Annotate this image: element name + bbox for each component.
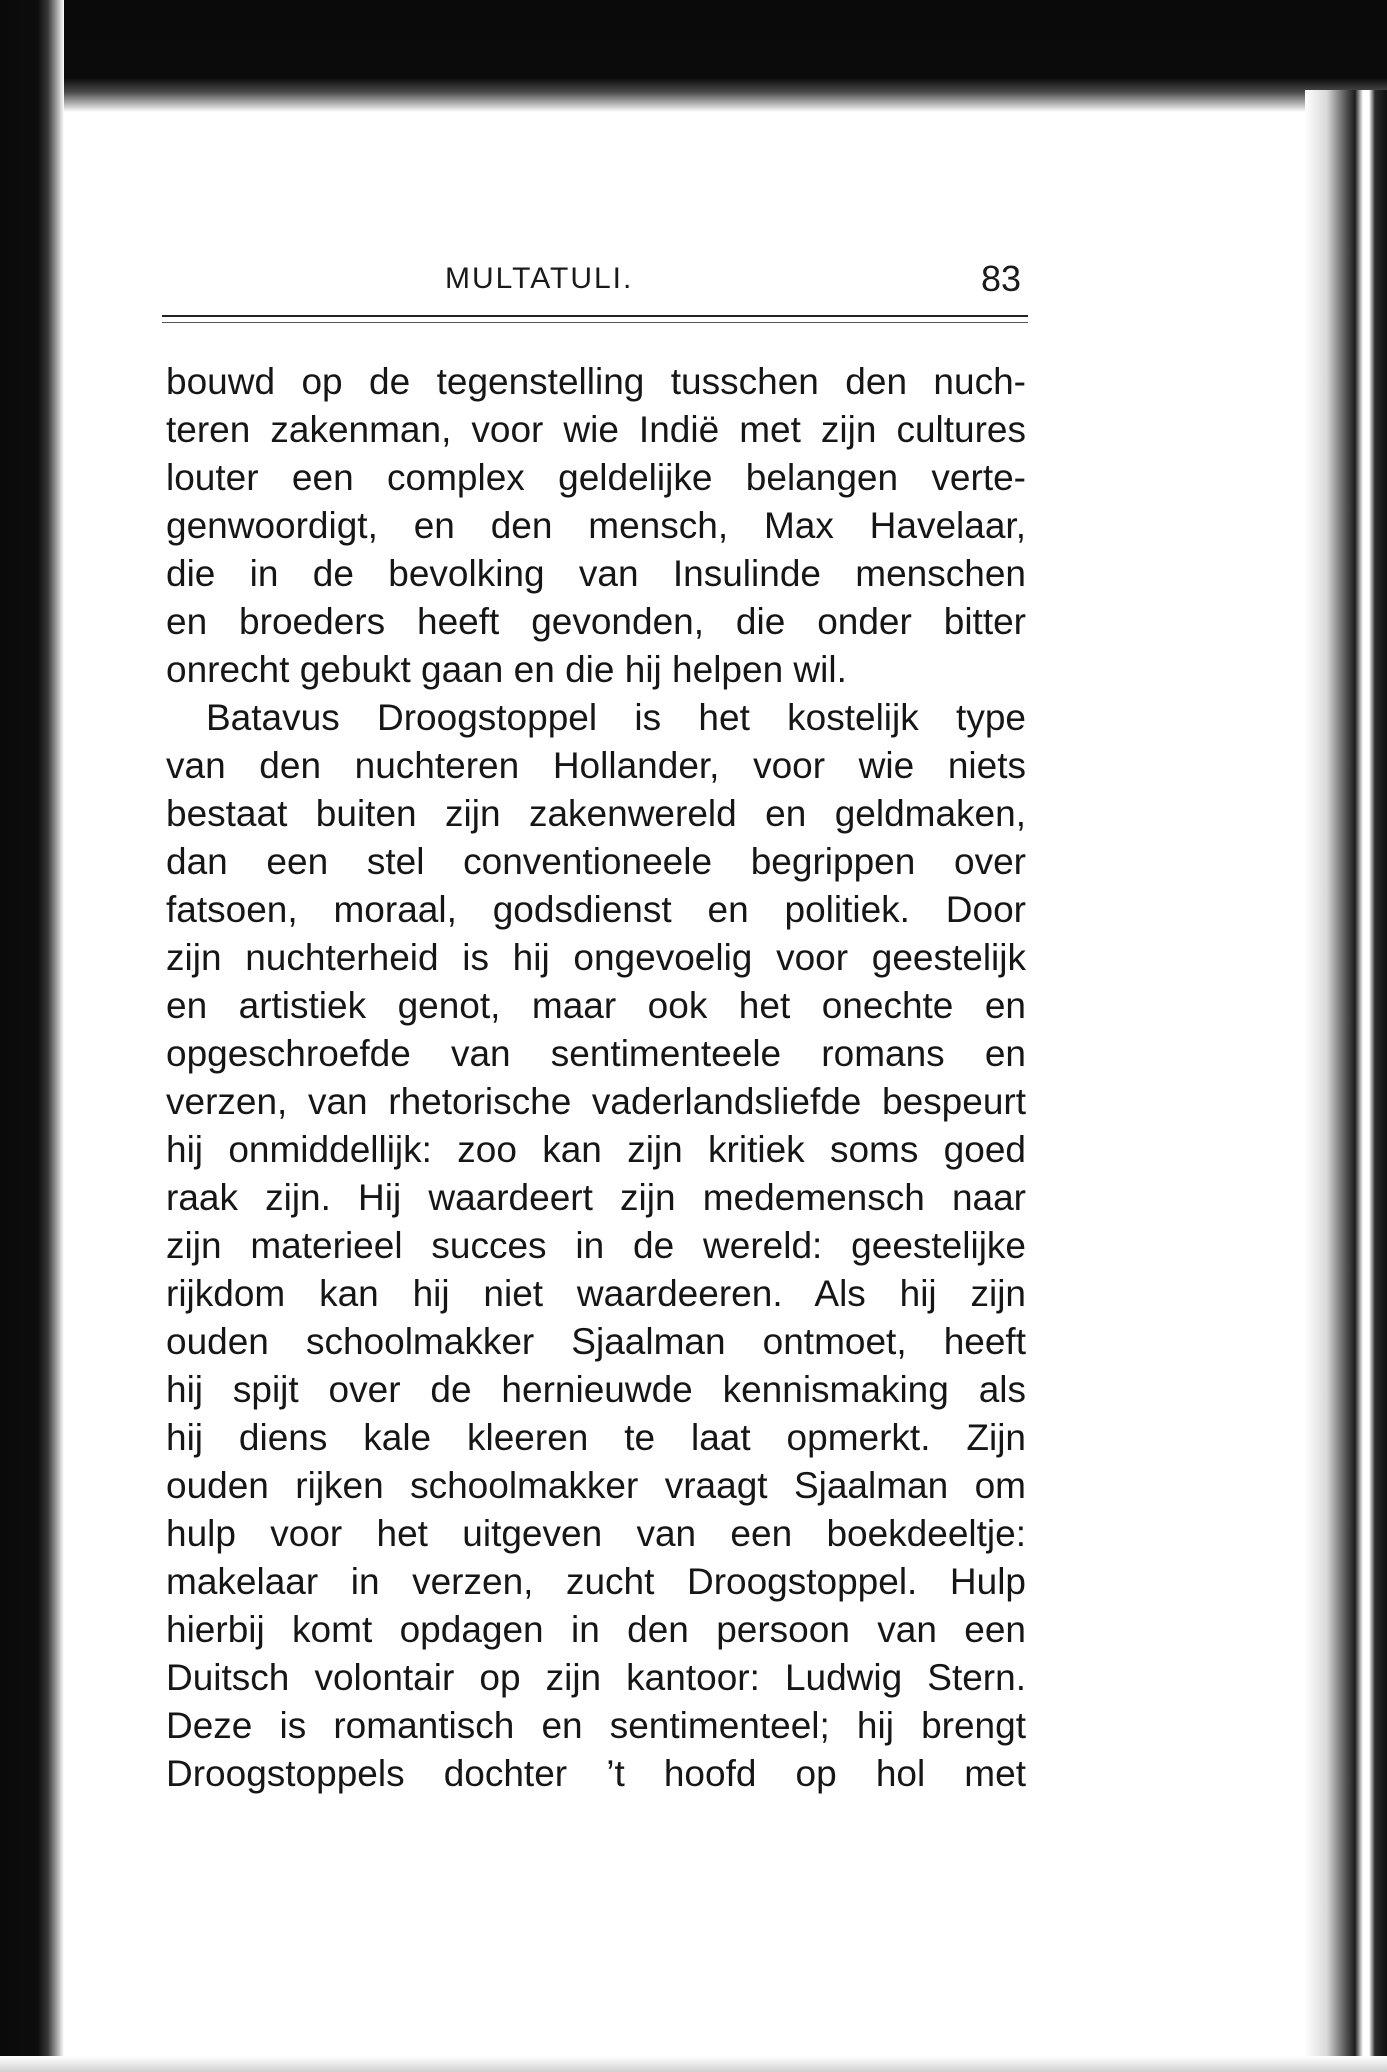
text-line: louter een complex geldelijke belangen verte-: [166, 457, 1026, 498]
scan-bottom-edge: [0, 2056, 1387, 2072]
text-line: Deze is romantisch en sentimenteel; hij brengt: [166, 1705, 1026, 1746]
text-line: Droogstoppels dochter ’t hoofd op hol met: [166, 1753, 1026, 1794]
text-line: teren zakenman, voor wie Indië met zijn cultures: [166, 409, 1026, 450]
text-line: makelaar in verzen, zucht Droogstoppel. Hulp: [166, 1561, 1026, 1602]
text-line: rijkdom kan hij niet waardeeren. Als hij zijn: [166, 1273, 1026, 1314]
text-line: zijn nuchterheid is hij ongevoelig voor geestelijk: [166, 937, 1026, 978]
text-line: hij onmiddellijk: zoo kan zijn kritiek soms goed: [166, 1129, 1026, 1170]
text-line: en broeders heeft gevonden, die onder bitter: [166, 601, 1026, 642]
text-line: van den nuchteren Hollander, voor wie niets: [166, 745, 1026, 786]
text-line: en artistiek genot, maar ook het onechte en: [166, 985, 1026, 1026]
header-rule-thin: [162, 322, 1028, 323]
text-line: opgeschroefde van sentimenteele romans en: [166, 1033, 1026, 1074]
page-number: 83: [980, 258, 1021, 299]
scan-right-edge: [1305, 90, 1387, 2072]
text-line: hij spijt over de hernieuwde kennismaking als: [166, 1369, 1026, 1410]
text-line: bestaat buiten zijn zakenwereld en geldmaken,: [166, 793, 1026, 834]
scan-top-edge: [0, 0, 1387, 112]
text-line: onrecht gebukt gaan en die hij helpen wil.: [166, 649, 847, 690]
scan-left-edge: [0, 0, 64, 2072]
text-line: ouden rijken schoolmakker vraagt Sjaalman om: [166, 1465, 1026, 1506]
text-line: Duitsch volontair op zijn kantoor: Ludwig Stern.: [166, 1657, 1026, 1698]
text-line: fatsoen, moraal, godsdienst en politiek. Door: [166, 889, 1026, 930]
text-line: hierbij komt opdagen in den persoon van een: [166, 1609, 1026, 1650]
paragraph: [166, 694, 1026, 1798]
paragraph: [166, 358, 1026, 694]
text-line: zijn materieel succes in de wereld: geestelijke: [166, 1225, 1026, 1266]
text-line: ouden schoolmakker Sjaalman ontmoet, heeft: [166, 1321, 1026, 1362]
text-line: hij diens kale kleeren te laat opmerkt. Zijn: [166, 1417, 1026, 1458]
text-line: bouwd op de tegenstelling tusschen den nuch-: [166, 361, 1026, 402]
text-line: verzen, van rhetorische vaderlandsliefde bespeurt: [166, 1081, 1026, 1122]
text-line: hulp voor het uitgeven van een boekdeeltje:: [166, 1513, 1026, 1554]
text-line: raak zijn. Hij waardeert zijn medemensch naar: [166, 1177, 1026, 1218]
body-text: [166, 358, 1026, 1798]
running-title: MULTATULI.: [445, 262, 634, 295]
text-line: Batavus Droogstoppel is het kostelijk type: [206, 697, 1026, 738]
header-rule: [162, 315, 1028, 317]
text-line: genwoordigt, en den mensch, Max Havelaar,: [166, 505, 1026, 546]
text-line: dan een stel conventioneele begrippen over: [166, 841, 1026, 882]
text-line: die in de bevolking van Insulinde menschen: [166, 553, 1026, 594]
running-head: [165, 258, 1025, 308]
